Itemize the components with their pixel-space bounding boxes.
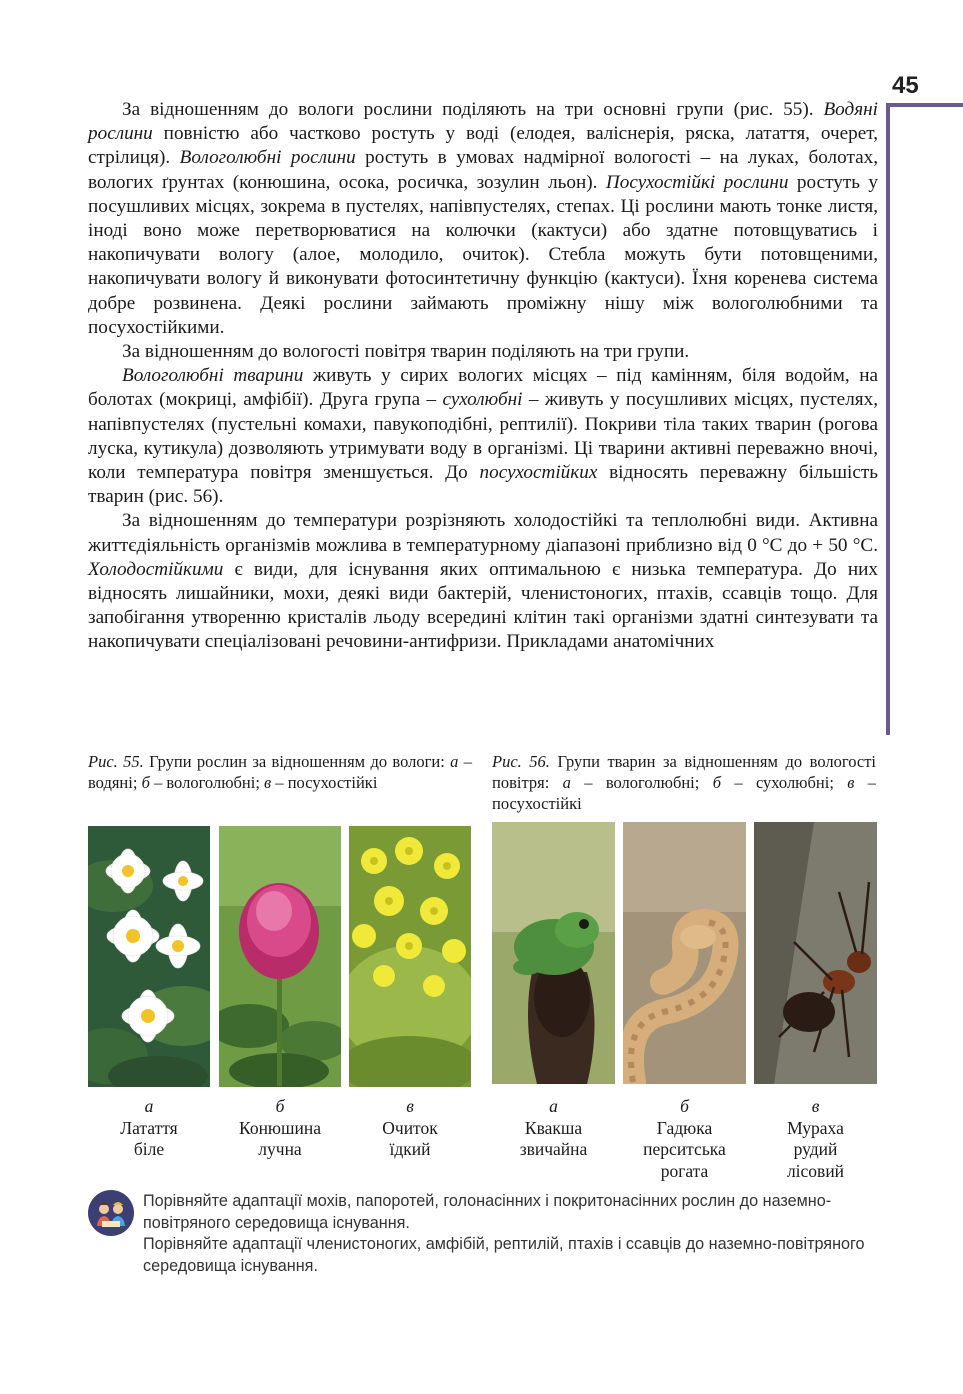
figure-56-label-c <box>754 1096 877 1182</box>
figure-55-label-c <box>349 1096 471 1161</box>
task-item-1: Порівняйте адаптації мохів, папоротей, голонасінних і покритонасінних рослин до наземно-повітряного середовища існування. <box>143 1192 832 1232</box>
label-line: Мураха <box>787 1117 844 1138</box>
label-line: звичайна <box>519 1139 588 1159</box>
label-line: Конюшина <box>239 1117 321 1138</box>
task-item-2: Порівняйте адаптації членистоногих, амфібій, рептилій, птахів і ссавців до наземно-повітряного середовища існування. <box>143 1235 865 1275</box>
figure-56-label-b <box>623 1096 746 1182</box>
text-run: відносять переважну більшість тварин (рис. 56). <box>88 462 878 508</box>
italic-term: сухолюбні <box>442 389 523 411</box>
caption-text: – водяні; <box>88 752 472 792</box>
red-wood-ant-photo <box>754 822 877 1084</box>
label-letter: в <box>811 1096 820 1116</box>
label-letter: в <box>406 1096 414 1116</box>
label-line: рогата <box>660 1160 709 1181</box>
figure-55-label-a <box>88 1096 210 1161</box>
caption-text: Групи тварин за відношенням до вологості повітря: <box>492 752 876 792</box>
discussion-icon <box>88 1190 134 1236</box>
paragraph-temperature <box>88 509 878 654</box>
text-run: ростуть в умовах надмірної вологості – на луках, болотах, вологих ґрунтах (конюшина, осока, росичка, зозулин льон). <box>88 147 878 193</box>
caption-text: – посухостійкі <box>492 773 877 813</box>
caption-letter: в <box>847 773 855 792</box>
label-letter: а <box>144 1096 154 1116</box>
label-letter: а <box>549 1096 558 1116</box>
caption-letter: б <box>712 773 722 792</box>
label-line: Квакша <box>524 1117 583 1138</box>
text-run: За відношенням до температури розрізняють холодостійкі та теплолюбні види. Активна життєдіяльність організмів можлива в температурному діапазоні приблизно від 0 °С до + 50 °С. <box>88 510 878 556</box>
chapter-side-bar <box>886 103 890 735</box>
text-run: За відношенням до вологи рослини поділяють на три основні групи (рис. 55). <box>122 99 824 120</box>
label-name <box>120 1118 177 1160</box>
label-name <box>643 1118 726 1181</box>
tree-frog-photo <box>492 822 615 1084</box>
figure-number: Рис. 55. <box>88 752 144 771</box>
caption-letter: а <box>450 752 459 771</box>
figure-number: Рис. 56. <box>492 752 550 771</box>
label-name <box>382 1118 437 1160</box>
italic-term: Вологолюбні тварини <box>122 365 304 387</box>
tasks-block <box>143 1191 877 1277</box>
label-letter: б <box>680 1096 689 1116</box>
label-name <box>520 1118 588 1160</box>
label-line: рудий <box>793 1139 838 1159</box>
text-run: – живуть у посушливих місцях, пустелях, напівпустелях (пустельні комахи, павукоподібні, рептилії). Покриви тіла таких тварин (рогова луска, кутикула) дозволяють утримувати воду в організмі. Ці тварини активні переважно вночі, коли температура повітря зменшується. До <box>88 389 878 484</box>
clover-photo <box>219 826 341 1087</box>
figure-56-caption <box>492 751 876 814</box>
figure-55-caption <box>88 751 472 793</box>
label-line: їдкий <box>389 1139 431 1159</box>
stonecrop-photo <box>349 826 471 1087</box>
label-line: Очиток <box>382 1117 438 1138</box>
body-text <box>88 98 878 655</box>
text-run: За відношенням до вологості повітря тварин поділяють на три групи. <box>122 341 690 363</box>
caption-letter: а <box>562 773 571 792</box>
label-line: Гадюка <box>656 1117 713 1138</box>
italic-term: посухостійких <box>479 462 598 484</box>
caption-text: – вологолюбні; <box>149 773 265 792</box>
paragraph-water-plants <box>88 98 878 340</box>
caption-text: – вологолюбні; <box>570 773 713 792</box>
water-lily-photo <box>88 826 210 1087</box>
label-line: лісовий <box>786 1160 845 1181</box>
label-letter: б <box>275 1096 285 1116</box>
caption-text: – сухолюбні; <box>721 773 848 792</box>
paragraph-animal-groups <box>88 364 878 509</box>
text-run: живуть у сирих вологих місцях – під камінням, біля водойм, на болотах (мокриці, амфібії). Друга група – <box>88 365 878 411</box>
label-line: перситська <box>643 1139 726 1159</box>
label-line: біле <box>133 1139 165 1159</box>
caption-letter: б <box>141 773 150 792</box>
horned-viper-photo <box>623 822 746 1084</box>
chapter-accent-bar <box>886 103 963 107</box>
italic-term: Водяні рослини <box>88 99 878 145</box>
paragraph-air-humidity <box>88 340 878 364</box>
caption-text: – посухостійкі <box>271 773 378 792</box>
label-name <box>239 1118 321 1160</box>
text-run: повністю або частково ростуть у воді (елодея, валіснерія, ряска, латаття, очерет, стрілиця). <box>88 123 878 169</box>
page-number: 45 <box>892 72 919 99</box>
figure-56-label-a <box>492 1096 615 1161</box>
label-line: лучна <box>258 1139 302 1159</box>
figure-55-label-b <box>219 1096 341 1161</box>
italic-term: Холодостійкими <box>88 558 224 580</box>
text-run: є види, для існування яких оптимальною є низька температура. До них відносять лишайники, мохи, деякі види бактерій, членистоногих, птахів, ссавців тощо. Для запобігання утворенню кристалів льоду всередині клітин такі організми здатні синтезувати та накопичувати спеціалізовані речовини-антифризи. Прикладами анатомічних <box>88 558 878 653</box>
italic-term: Посухостійкі рослини <box>605 171 789 193</box>
caption-letter: в <box>264 773 272 792</box>
label-line: Латаття <box>120 1117 178 1138</box>
text-run: ростуть у посушливих місцях, зокрема в пустелях, напівпустелях, степах. Ці рослини мають тонке листя, іноді воно може перетворюватися на колючки (кактуси) або здатне потовщуватись і накопичувати вологу (алое, молодило, очиток). Стебла можуть бути потовщеними, накопичувати вологу й виконувати фотосинтетичну функцію (кактуси). Їхня коренева система добре розвинена. Деякі рослини займають проміжну нішу між вологолюбними та посухостійкими. <box>88 171 878 338</box>
caption-text: Групи рослин за відношенням до вологи: <box>143 752 451 771</box>
italic-term: Вологолюбні рослини <box>179 147 356 169</box>
label-name <box>787 1118 844 1181</box>
